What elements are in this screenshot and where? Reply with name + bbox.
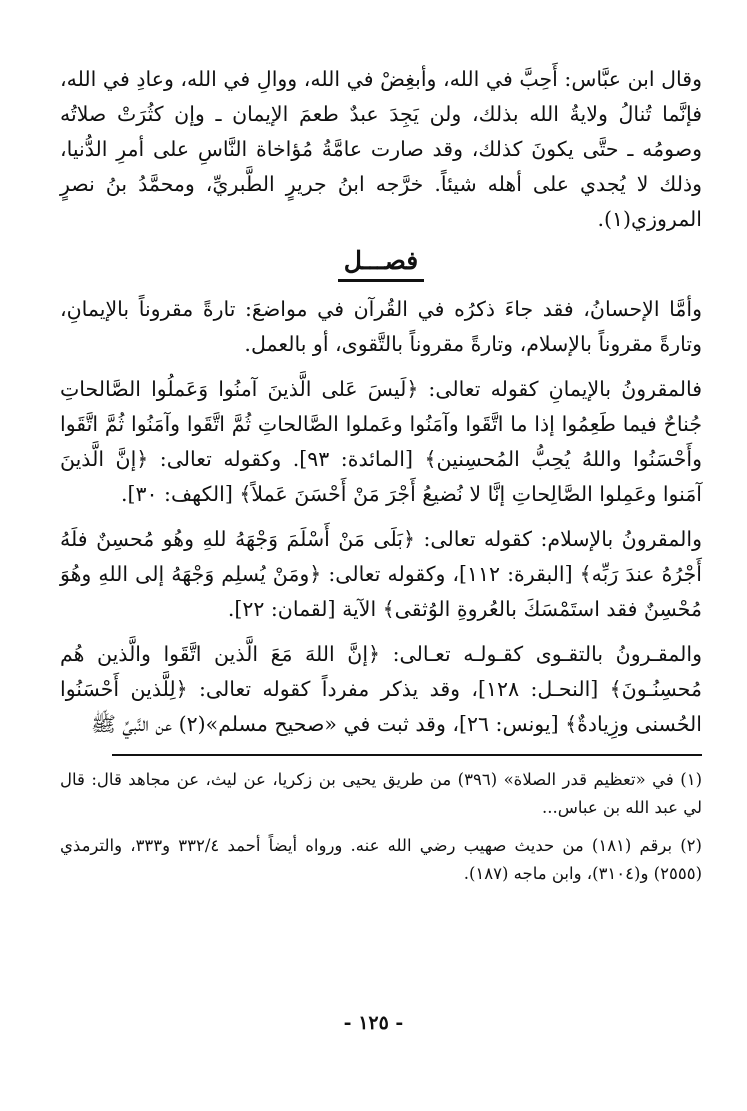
page-body bbox=[60, 62, 702, 888]
footnote-2: (٢) برقم (١٨١) من حديث صهيب رضي الله عنه. ورواه أيضاً أحمد ٣٣٢/٤ و٣٣٣، والترمذي (٢٥٥٥) و(٣١٠٤)، وابن ماجه (١٨٧). bbox=[60, 835, 702, 883]
footnote-1: (١) في «تعظيم قدر الصلاة» (٣٩٦) من طريق يحيى بن زكريا، عن ليث، عن مجاهد قال: قال لي عبد الله بن عباس... bbox=[60, 769, 702, 817]
footnote-divider bbox=[112, 754, 702, 756]
paragraph-ibn-abbas: وقال ابن عبَّاس: أَحِبَّ في الله، وأبغِضْ في الله، ووالِ في الله، وعادِ في الله، فإنَّما تُنالُ ولايةُ الله بذلك، ولن يَجِدَ عبدٌ طعمَ الإيمان ـ وإن كثُرَتْ صلاتُه وصومُه ـ حتَّى يكونَ كذلك، وقد صارت عامَّةُ مُؤاخاة النَّاسِ على أمرِ الدُّنيا، وذلك لا يُجدي على أهله شيئاً. خرَّجه ابنُ جريرٍ الطَّبريِّ، ومحمَّدُ بنُ نصرٍ المروزي(١). bbox=[60, 67, 702, 231]
paragraph-ihsan-intro: وأمَّا الإحسانُ، فقد جاءَ ذكرُه في القُرآن في مواضعَ: تارةً مقروناً بالإيمانِ، وتارةً مقروناً بالإسلام، وتارةً مقروناً بالتَّقوى، أو بالعمل. bbox=[60, 297, 702, 356]
page-number: - ١٢٥ - bbox=[343, 1012, 404, 1034]
section-heading bbox=[60, 243, 702, 282]
paragraph-iman: فالمقرونُ بالإيمانِ كقوله تعالى: ﴿لَيسَ عَلى الَّذينَ آمنُوا وَعَملُوا الصَّالحاتِ جُناحٌ فيما طَعِمُوا إذا ما اتَّقَوا وآمَنُوا وعَملوا الصَّالحاتِ ثُمَّ اتَّقَوا وآمَنُوا ثُمَّ اتَّقَوا وأَحْسَنُوا واللهُ يُحِبُّ المُحسِنين﴾ [المائدة: ٩٣]. وكقوله تعالى: ﴿إنَّ الَّذينَ آمَنوا وعَمِلوا الصَّالِحاتِ إنَّا لا نُضيعُ أَجْرَ مَنْ أَحْسَنَ عَملاً﴾ [الكهف: ٣٠]. bbox=[60, 377, 703, 506]
paragraph-islam: والمقرونُ بالإسلام: كقوله تعالى: ﴿بَلَى مَنْ أَسْلَمَ وَجْهَهُ للهِ وهُو مُحسِنٌ فلَهُ أَجْرُهُ عندَ رَبِّه﴾ [البقرة: ١١٢]، وكقوله تعالى: ﴿ومَنْ يُسلِم وَجْهَهُ إلى اللهِ وهُوَ مُحْسِنٌ فقد استَمْسَكَ بالعُروةِ الوُثقى﴾ الآية [لقمان: ٢٢]. bbox=[60, 527, 702, 621]
paragraph-taqwa: والمقـرونُ بالتقـوى كقـولـه تعـالى: ﴿إنَّ اللهَ مَعَ الَّذين اتَّقَوا والَّذين هُم مُحسِنُـونَ﴾ [النحـل: ١٢٨]، وقد يذكر مفرداً كقوله تعالى: ﴿لِلَّذين أَحْسَنُوا الحُسنى وزِيادةٌ﴾ [يونس: ٢٦]، وقد ثبت في «صحيح مسلم»(٢) عن النَّبيِّ ﷺ bbox=[60, 642, 702, 736]
section-heading-text: فصـــل bbox=[338, 243, 425, 282]
